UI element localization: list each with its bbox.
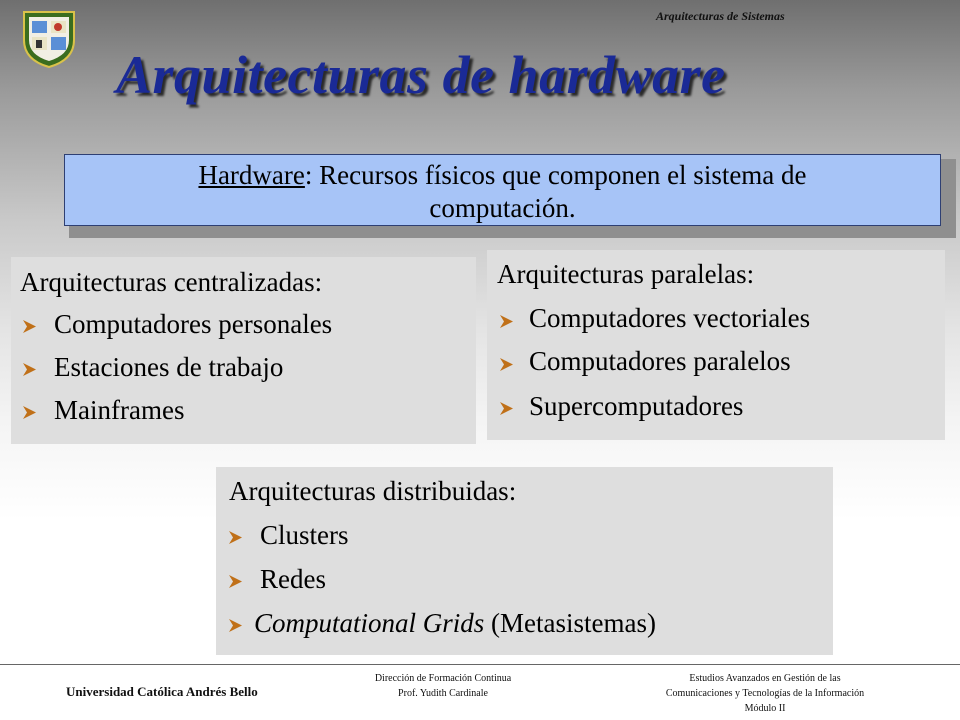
footer-right-line-1: Estudios Avanzados en Gestión de las: [689, 673, 841, 684]
definition-box: [64, 154, 941, 226]
arrow-bullet-icon: [500, 315, 513, 328]
list-item: Redes: [260, 564, 326, 594]
footer-right-line-3: Módulo II: [744, 703, 786, 714]
list-item: Supercomputadores: [529, 391, 744, 421]
list-item: Clusters: [260, 520, 349, 550]
grid-italic-text: Computational Grids: [254, 608, 485, 638]
grid-rest-text: (Metasistemas): [484, 608, 656, 638]
definition-line-2: computación.: [429, 193, 576, 223]
footer-right: [625, 671, 905, 716]
centralized-heading: Arquitecturas centralizadas:: [20, 267, 323, 297]
list-item: Mainframes: [54, 395, 185, 425]
definition-text: : Recursos físicos que componen el sistema de: [304, 160, 807, 190]
course-name: Arquitecturas de Sistemas: [656, 9, 785, 23]
footer-center: [343, 671, 543, 701]
arrow-bullet-icon: [229, 575, 242, 588]
list-item: Computadores personales: [54, 309, 333, 339]
arrow-bullet-icon: [23, 320, 36, 333]
distributed-heading: Arquitecturas distribuidas:: [229, 476, 517, 506]
footer-center-line-2: Prof. Yudith Cardinale: [398, 688, 488, 699]
arrow-bullet-icon: [229, 531, 242, 544]
distributed-panel: [216, 467, 833, 655]
footer-university: Universidad Católica Andrés Bello: [66, 684, 258, 699]
footer-right-line-2: Comunicaciones y Tecnologías de la Información: [665, 688, 865, 699]
arrow-bullet-icon: [500, 402, 513, 415]
list-item: Estaciones de trabajo: [54, 352, 284, 382]
footer-center-line-1: Dirección de Formación Continua: [374, 673, 512, 684]
arrow-bullet-icon: [500, 358, 513, 371]
list-item: Computadores vectoriales: [529, 303, 811, 333]
list-item: [254, 608, 656, 639]
definition-line-1: [65, 159, 940, 192]
arrow-bullet-icon: [229, 619, 242, 632]
parallel-panel: [487, 250, 945, 440]
parallel-heading: Arquitecturas paralelas:: [497, 259, 755, 289]
arrow-bullet-icon: [23, 406, 36, 419]
slide-title: Arquitecturas de hardware: [116, 45, 726, 105]
university-logo: [22, 10, 76, 68]
centralized-panel: [11, 257, 476, 444]
footer-divider: [0, 664, 960, 665]
arrow-bullet-icon: [23, 363, 36, 376]
definition-term: Hardware: [198, 160, 305, 190]
list-item: Computadores paralelos: [529, 346, 791, 376]
